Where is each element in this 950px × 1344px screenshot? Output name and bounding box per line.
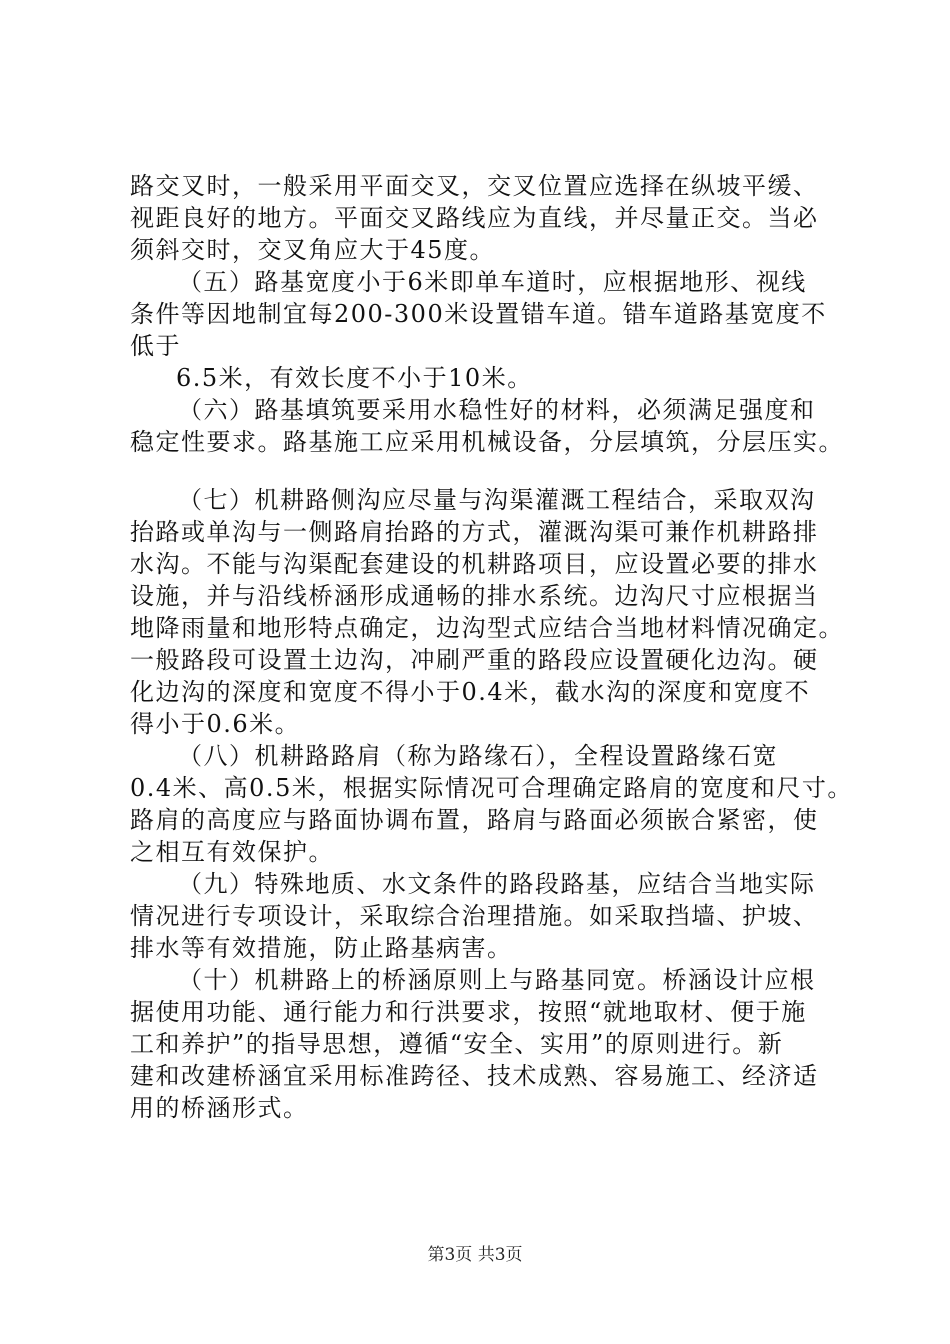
text-line: （七）机耕路侧沟应尽量与沟渠灌溉工程结合，采取双沟 [178,486,816,514]
text-line: 须斜交时，交叉角应大于45度。 [130,236,496,264]
text-line: 据使用功能、通行能力和行洪要求，按照“就地取材、便于施 [130,998,807,1026]
text-line: 排水等有效措施，防止路基病害。 [130,934,513,962]
text-line: （九）特殊地质、水文条件的路段路基，应结合当地实际 [178,870,816,898]
text-line: 建和改建桥涵宜采用标准跨径、技术成熟、容易施工、经济适 [130,1062,819,1090]
text-line: 地降雨量和地形特点确定，边沟型式应结合当地材料情况确定。 [130,614,844,642]
text-line: 路肩的高度应与路面协调布置，路肩与路面必须嵌合紧密，使 [130,806,819,834]
text-line: 抬路或单沟与一侧路肩抬路的方式，灌溉沟渠可兼作机耕路排 [130,518,819,546]
text-line: 路交叉时，一般采用平面交叉，交叉位置应选择在纵坡平缓、 [130,172,819,200]
paragraph-continuation [130,170,850,266]
text-line: 0.4米、高0.5米，根据实际情况可合理确定路肩的宽度和尺寸。 [130,774,853,802]
text-line: 用的桥涵形式。 [130,1094,309,1122]
text-line: （五）路基宽度小于6米即单车道时，应根据地形、视线 [178,268,807,296]
text-line: （十）机耕路上的桥涵原则上与路基同宽。桥涵设计应根 [178,966,816,994]
text-line: 6.5米，有效长度不小于10米。 [176,364,533,392]
text-line: 一般路段可设置土边沟，冲刷严重的路段应设置硬化边沟。硬 [130,646,819,674]
paragraph-8 [130,740,853,868]
text-line: 稳定性要求。路基施工应采用机械设备，分层填筑，分层压实。 [130,428,844,456]
paragraph-7 [130,484,850,740]
paragraph-gap [130,458,850,484]
page-footer: 第3页 共3页 [427,1245,523,1265]
paragraph-5 [130,266,850,394]
text-line: 得小于0.6米。 [130,710,301,738]
text-line: 视距良好的地方。平面交叉路线应为直线，并尽量正交。当必 [130,204,819,232]
text-line: 设施，并与沿线桥涵形成通畅的排水系统。边沟尺寸应根据当 [130,582,819,610]
text-line: 情况进行专项设计，采取综合治理措施。如采取挡墙、护坡、 [130,902,819,930]
paragraph-9 [130,868,850,964]
text-line: 化边沟的深度和宽度不得小于0.4米，截水沟的深度和宽度不 [130,678,811,706]
text-line: （八）机耕路路肩（称为路缘石），全程设置路缘石宽 [178,742,778,770]
text-line: 条件等因地制宜每200-300米设置错车道。错车道路基宽度不 [130,300,827,328]
paragraph-6 [130,394,850,458]
document-body [130,170,853,1124]
text-line: 工和养护”的指导思想，遵循“安全、实用”的原则进行。新 [130,1030,784,1058]
text-line: （六）路基填筑要采用水稳性好的材料，必须满足强度和 [178,396,816,424]
text-line: 之相互有效保护。 [130,838,334,866]
text-line: 水沟。不能与沟渠配套建设的机耕路项目，应设置必要的排水 [130,550,819,578]
paragraph-10 [130,964,850,1124]
text-line: 低于 [130,332,181,360]
